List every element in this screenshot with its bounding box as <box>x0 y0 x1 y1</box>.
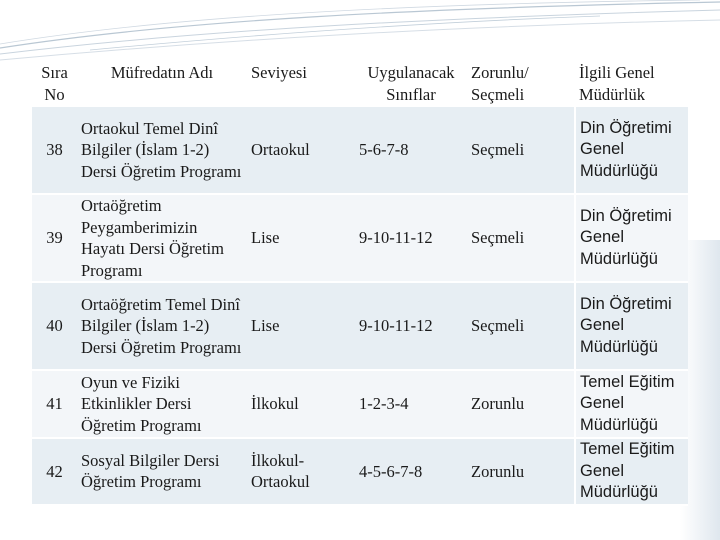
header-dept: İlgili Genel Müdürlük <box>575 58 688 106</box>
row-level: Lise <box>247 194 355 282</box>
row-no: 38 <box>32 106 77 194</box>
table-row <box>32 370 688 438</box>
header-level: Seviyesi <box>247 58 355 106</box>
header-grades: Uygulanacak Sınıflar <box>355 58 467 106</box>
row-program: Ortaöğretim Temel Dinî Bilgiler (İslam 1-2) Dersi Öğretim Programı <box>77 282 247 370</box>
row-dept: Din Öğretimi Genel Müdürlüğü <box>575 282 688 370</box>
row-program: Sosyal Bilgiler Dersi Öğretim Programı <box>77 438 247 505</box>
row-program: Ortaöğretim Peygamberimizin Hayatı Dersi Öğretim Programı <box>77 194 247 282</box>
row-level: İlkokul-Ortaokul <box>247 438 355 505</box>
row-level: İlkokul <box>247 370 355 438</box>
row-type: Seçmeli <box>467 106 575 194</box>
row-type: Zorunlu <box>467 370 575 438</box>
row-type: Seçmeli <box>467 282 575 370</box>
row-type: Seçmeli <box>467 194 575 282</box>
row-no: 39 <box>32 194 77 282</box>
curriculum-table <box>32 58 688 506</box>
row-dept: Din Öğretimi Genel Müdürlüğü <box>575 106 688 194</box>
row-program: Ortaokul Temel Dinî Bilgiler (İslam 1-2) Dersi Öğretim Programı <box>77 106 247 194</box>
row-no: 42 <box>32 438 77 505</box>
row-level: Ortaokul <box>247 106 355 194</box>
table-row <box>32 282 688 370</box>
row-type: Zorunlu <box>467 438 575 505</box>
row-program: Oyun ve Fiziki Etkinlikler Dersi Öğretim Programı <box>77 370 247 438</box>
table-row <box>32 438 688 505</box>
row-grades: 9-10-11-12 <box>355 282 467 370</box>
table-header-row <box>32 58 688 106</box>
row-dept: Din Öğretimi Genel Müdürlüğü <box>575 194 688 282</box>
row-grades: 1-2-3-4 <box>355 370 467 438</box>
row-grades: 5-6-7-8 <box>355 106 467 194</box>
row-dept: Temel Eğitim Genel Müdürlüğü <box>575 438 688 505</box>
header-type: Zorunlu/ Seçmeli <box>467 58 575 106</box>
table-row <box>32 194 688 282</box>
row-no: 41 <box>32 370 77 438</box>
row-level: Lise <box>247 282 355 370</box>
row-dept: Temel Eğitim Genel Müdürlüğü <box>575 370 688 438</box>
header-program: Müfredatın Adı <box>77 58 247 106</box>
table-row <box>32 106 688 194</box>
row-grades: 4-5-6-7-8 <box>355 438 467 505</box>
row-grades: 9-10-11-12 <box>355 194 467 282</box>
header-no: Sıra No <box>32 58 77 106</box>
row-no: 40 <box>32 282 77 370</box>
